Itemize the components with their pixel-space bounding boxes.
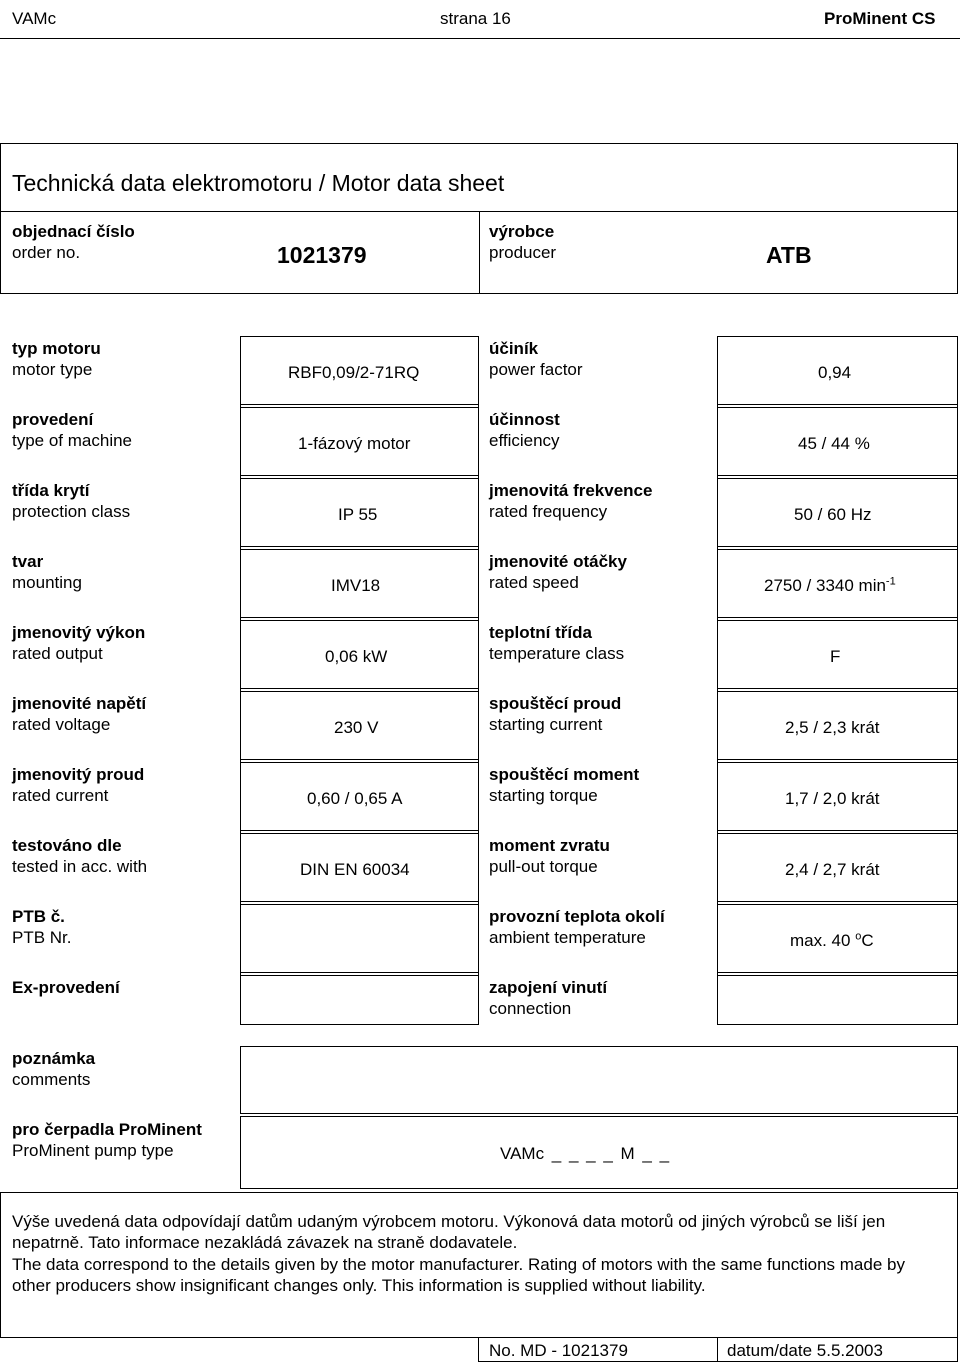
spec-label-cz: moment zvratu [489, 836, 610, 855]
spec-value: 230 V [334, 718, 379, 737]
page-title: Technická data elektromotoru / Motor data sheet [12, 170, 505, 196]
header-right: ProMinent CS [824, 9, 936, 28]
comments-label-cz: poznámka [12, 1049, 96, 1068]
box-line [240, 407, 479, 408]
box-line [717, 549, 958, 550]
box-line [717, 972, 958, 973]
box-line [240, 904, 479, 905]
box-line [240, 830, 479, 831]
box-line [717, 762, 958, 763]
box-line [240, 1116, 958, 1117]
spec-label-en: temperature class [489, 644, 625, 663]
spec-value: 2,4 / 2,7 krát [785, 860, 880, 879]
spec-label-en: motor type [12, 360, 93, 379]
spec-label-en: type of machine [12, 431, 133, 450]
spec-value: 1,7 / 2,0 krát [785, 789, 880, 808]
spec-label-cz: spouštěcí moment [489, 765, 640, 784]
title-box-bottom [0, 293, 958, 294]
box-line [0, 1192, 958, 1193]
box-line [240, 691, 479, 692]
spec-label-en: rated output [12, 644, 103, 663]
box-line [717, 904, 958, 905]
spec-label-en: connection [489, 999, 572, 1018]
spec-label-en: rated frequency [489, 502, 608, 521]
order-label-cz: objednací číslo [12, 222, 135, 241]
box-line [717, 901, 958, 902]
header-divider [0, 38, 960, 39]
spec-label-en: rated speed [489, 573, 579, 592]
spec-value: 50 / 60 Hz [794, 505, 872, 524]
spec-label-cz: teplotní třída [489, 623, 592, 642]
box-line [240, 1113, 958, 1114]
spec-label-cz: typ motoru [12, 339, 101, 358]
box-line [240, 1188, 958, 1189]
spec-label-cz: účiník [489, 339, 539, 358]
box-line [240, 1024, 479, 1025]
notes-text-cz: Výše uvedená data odpovídají datům udaným výrobcem motoru. Výkonová data motorů od jiných výrobců se liší jen nepatrně. Tato informace nezakládá závazek na straně dodavatele. [12, 1212, 886, 1252]
header-left: VAMc [12, 9, 57, 28]
box-line [478, 1337, 479, 1362]
spec-label-cz: spouštěcí proud [489, 694, 622, 713]
spec-label-en: PTB Nr. [12, 928, 72, 947]
box-line [240, 833, 479, 834]
right-value-box-right [957, 336, 958, 1025]
speed-unit-exponent: -1 [885, 575, 896, 588]
box-line [717, 830, 958, 831]
spec-label-cz: PTB č. [12, 907, 65, 926]
degree-sign: o [855, 930, 862, 943]
box-line [957, 1046, 958, 1114]
notes-text-en: The data correspond to the details given by the motor manufacturer. Rating of motors with the same functions made by other producers show insignificant changes only. This information is supplied without liability. [12, 1255, 905, 1295]
spec-label-cz: třída krytí [12, 481, 90, 500]
spec-label-en: starting current [489, 715, 603, 734]
spec-label-cz: Ex-provedení [12, 978, 120, 997]
spec-label-en: tested in acc. with [12, 857, 148, 876]
box-line [240, 975, 479, 976]
spec-label-en: mounting [12, 573, 82, 592]
box-line [240, 1116, 241, 1189]
left-value-box-left [240, 336, 241, 1025]
document-date: datum/date 5.5.2003 [727, 1341, 883, 1360]
title-box-left [0, 143, 1, 294]
producer-label-en: producer [489, 243, 557, 262]
right-value-box-left [717, 336, 718, 1025]
box-line [240, 1046, 958, 1047]
box-line [240, 404, 479, 405]
ambient-unit: C [861, 931, 874, 950]
left-value-box-right [478, 336, 479, 1025]
spec-label-en: ambient temperature [489, 928, 646, 947]
spec-value: 0,60 / 0,65 A [307, 789, 403, 808]
document-number: No. MD - 1021379 [489, 1341, 628, 1360]
spec-value: F [830, 647, 841, 666]
pump-type-value: VAMc _ _ _ _ M _ _ [500, 1144, 670, 1163]
box-line [717, 691, 958, 692]
box-line [240, 478, 479, 479]
box-line [717, 478, 958, 479]
order-number: 1021379 [277, 242, 367, 268]
spec-value: DIN EN 60034 [300, 860, 410, 879]
pump-label-en: ProMinent pump type [12, 1141, 174, 1160]
box-line [240, 549, 479, 550]
box-line [240, 688, 479, 689]
box-line [240, 475, 479, 476]
spec-label-cz: jmenovitá frekvence [489, 481, 653, 500]
spec-label-en: rated current [12, 786, 109, 805]
box-line [717, 404, 958, 405]
spec-value: 1-fázový motor [298, 434, 411, 453]
box-line [240, 620, 479, 621]
producer-label-cz: výrobce [489, 222, 555, 241]
box-line [240, 336, 479, 337]
title-box-right [957, 143, 958, 294]
box-line [717, 546, 958, 547]
spec-label-en: rated voltage [12, 715, 111, 734]
box-line [957, 1192, 958, 1338]
box-line [957, 1116, 958, 1189]
spec-label-en: starting torque [489, 786, 598, 805]
box-line [240, 1046, 241, 1114]
box-line [717, 620, 958, 621]
spec-value [790, 930, 874, 951]
box-line [957, 1337, 958, 1362]
box-line [240, 617, 479, 618]
box-line [717, 759, 958, 760]
spec-value: 45 / 44 % [798, 434, 870, 453]
box-line [240, 762, 479, 763]
spec-value: RBF0,09/2-71RQ [288, 363, 420, 382]
box-line [240, 901, 479, 902]
spec-label-cz: jmenovité otáčky [489, 552, 627, 571]
spec-label-cz: jmenovité napětí [12, 694, 147, 713]
box-line [717, 475, 958, 476]
spec-value [764, 575, 896, 596]
comments-label-en: comments [12, 1070, 91, 1089]
spec-value: 0,94 [818, 363, 852, 382]
producer-value: ATB [766, 242, 812, 268]
spec-label-en: power factor [489, 360, 583, 379]
spec-label-cz: zapojení vinutí [489, 978, 608, 997]
spec-label-cz: provedení [12, 410, 94, 429]
box-line [717, 1337, 718, 1362]
order-label-en: order no. [12, 243, 81, 262]
spec-value: 2,5 / 2,3 krát [785, 718, 880, 737]
spec-value: IMV18 [331, 576, 381, 595]
box-line [240, 972, 479, 973]
speed-value-text: 2750 / 3340 min [764, 576, 886, 595]
spec-label-en: pull-out torque [489, 857, 598, 876]
pump-label-cz: pro čerpadla ProMinent [12, 1120, 202, 1139]
box-line [717, 975, 958, 976]
box-line [478, 1361, 958, 1362]
box-line [717, 617, 958, 618]
box-line [0, 1192, 1, 1338]
spec-label-cz: jmenovitý proud [12, 765, 145, 784]
title-box-top [0, 143, 958, 144]
spec-label-en: protection class [12, 502, 131, 521]
spec-label-en: efficiency [489, 431, 560, 450]
spec-label-cz: testováno dle [12, 836, 122, 855]
ambient-value-text: max. 40 [790, 931, 856, 950]
spec-value: IP 55 [338, 505, 378, 524]
spec-label-cz: provozní teplota okolí [489, 907, 665, 926]
spec-label-cz: jmenovitý výkon [12, 623, 146, 642]
box-line [717, 336, 958, 337]
box-line [240, 759, 479, 760]
box-line [717, 1024, 958, 1025]
box-line [240, 546, 479, 547]
box-line [478, 1337, 958, 1338]
box-line [717, 688, 958, 689]
box-line [717, 407, 958, 408]
order-producer-divider [479, 211, 480, 294]
spec-label-cz: účinnost [489, 410, 560, 429]
spec-value: 0,06 kW [325, 647, 388, 666]
header-page-number: strana 16 [440, 9, 511, 28]
spec-label-cz: tvar [12, 552, 44, 571]
box-line [717, 833, 958, 834]
